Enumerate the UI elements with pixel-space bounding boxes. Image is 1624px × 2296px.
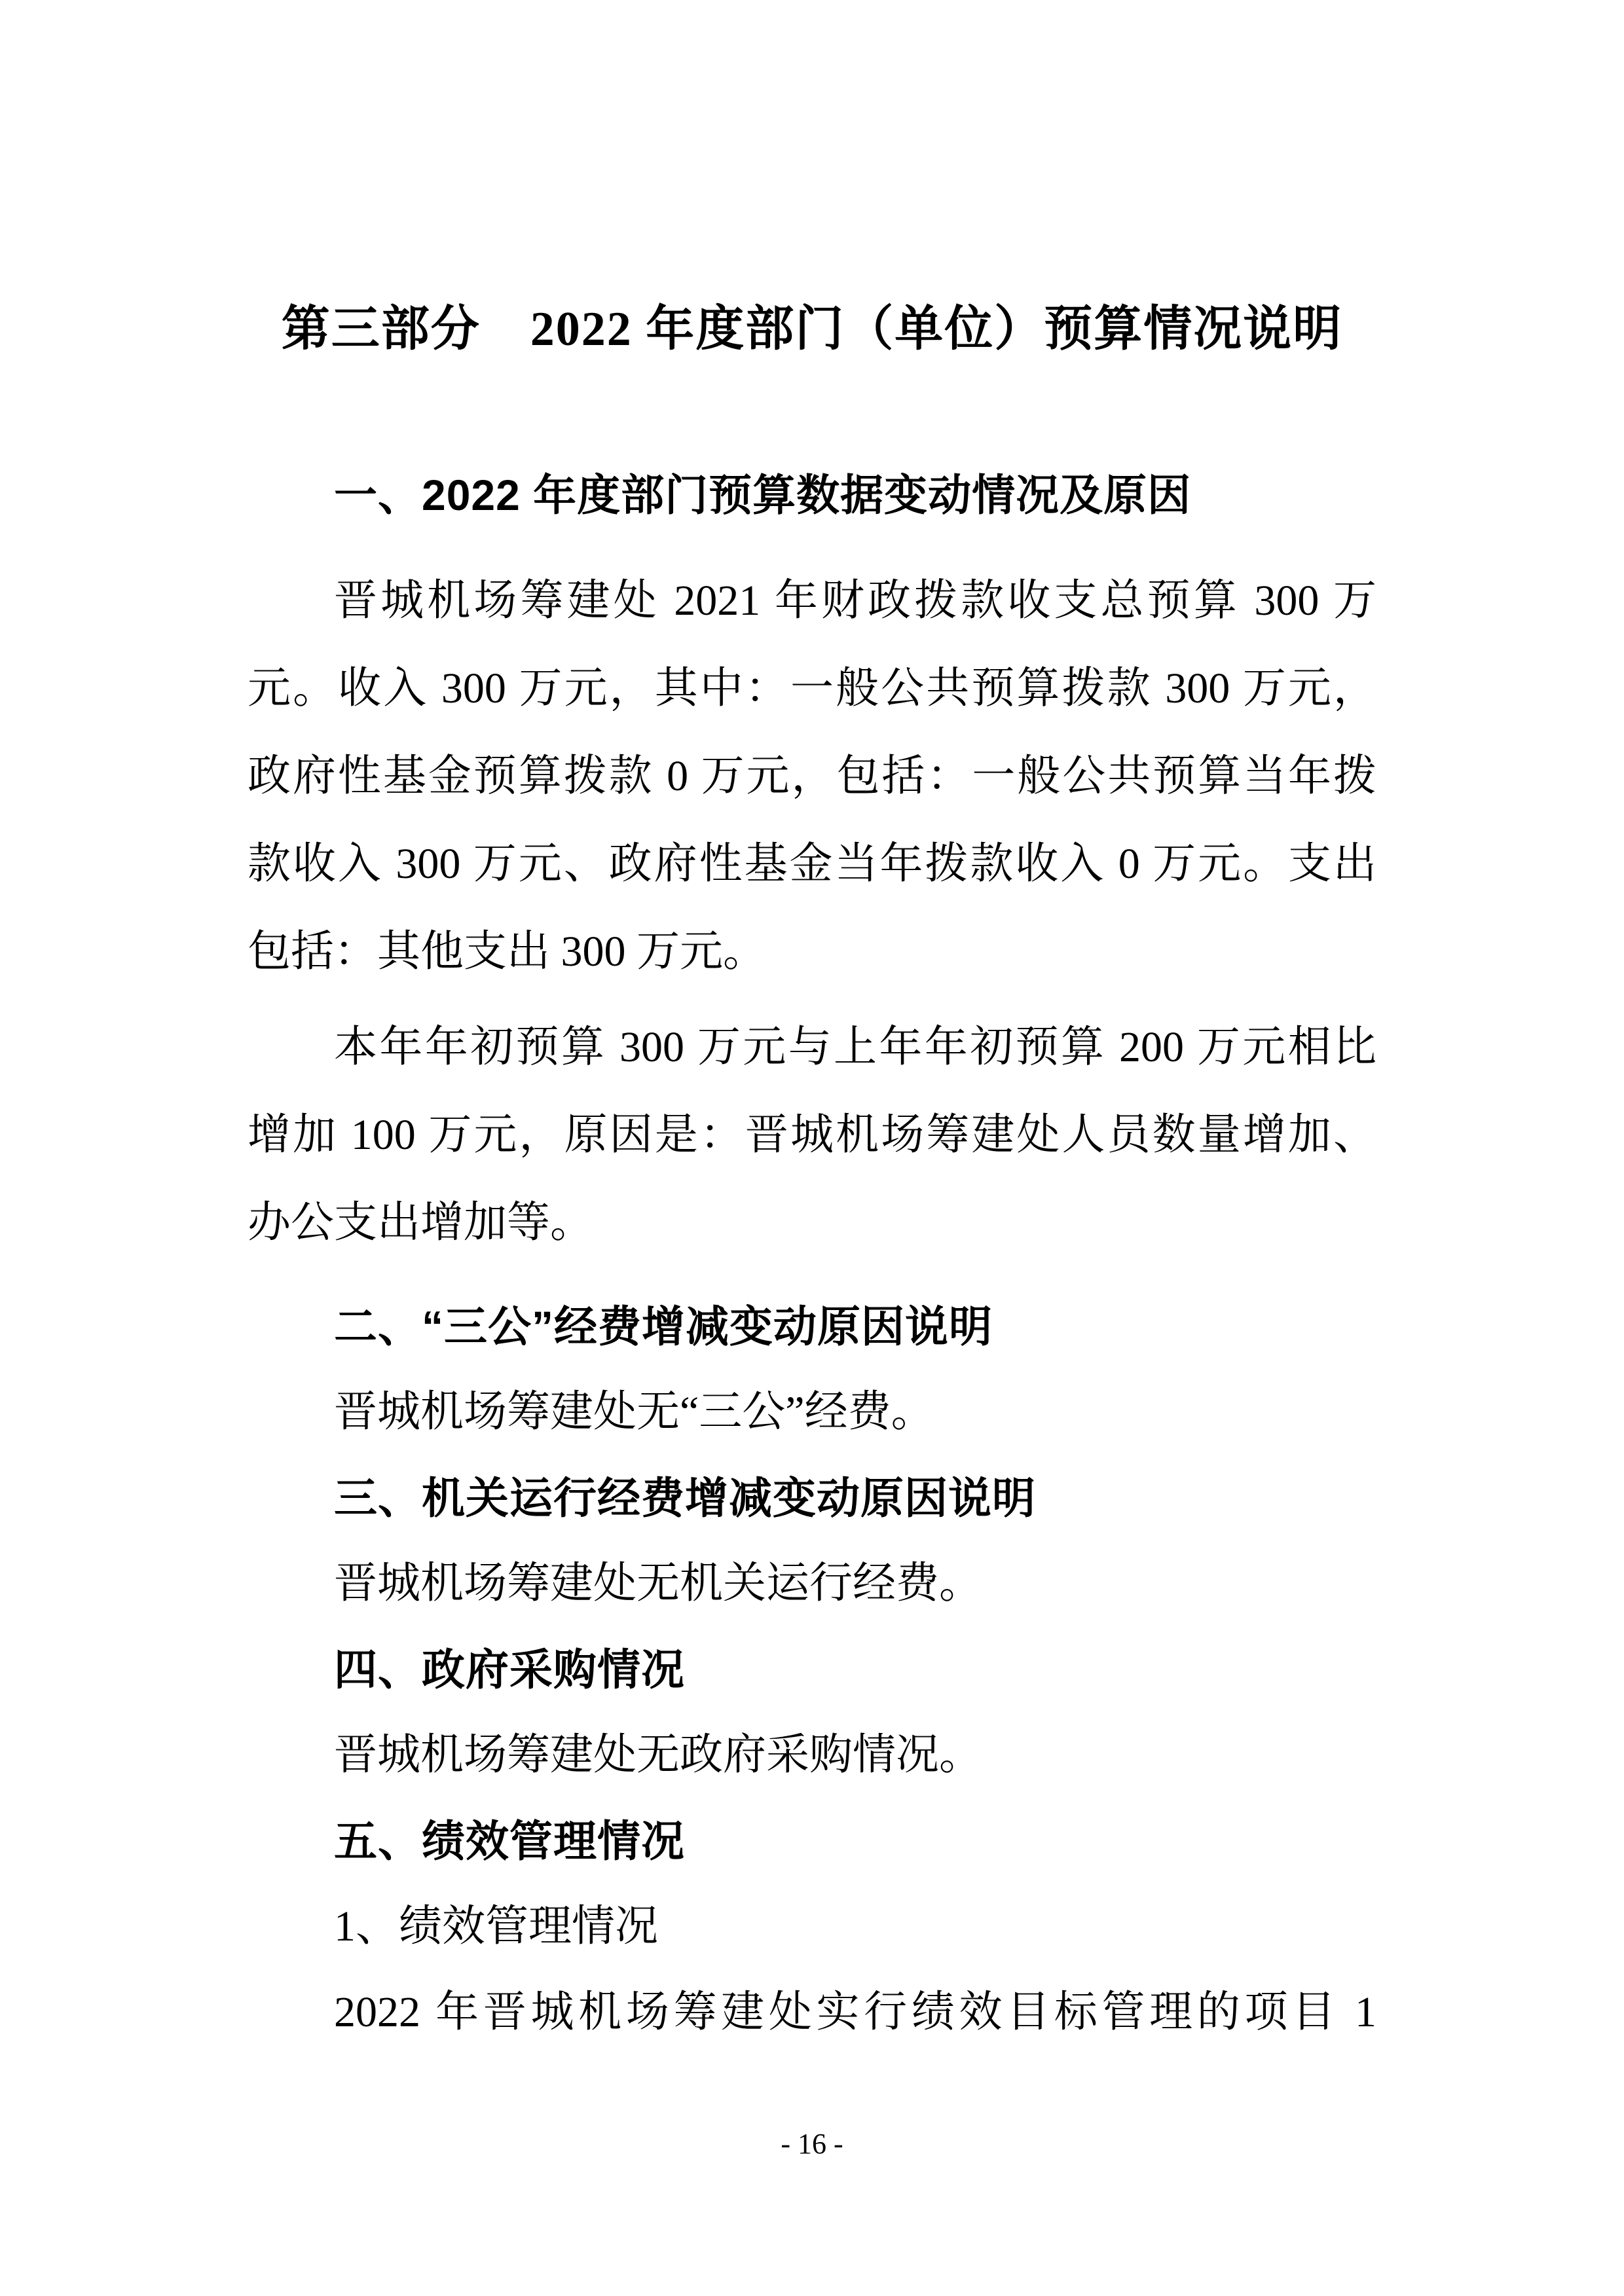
section-heading: 四、政府采购情况 xyxy=(334,1645,685,1694)
text-line: 包括：其他支出 300 万元。 xyxy=(248,928,766,975)
section-heading: 五、绩效管理情况 xyxy=(334,1817,685,1865)
text-line: 元。收入 300 万元，其中：一般公共预算拨款 300 万元， xyxy=(248,665,1376,712)
page-number: - 16 - xyxy=(781,2128,843,2160)
section-heading: 一、2022 年度部门预算数据变动情况及原因 xyxy=(334,471,1192,519)
text-line: 1、绩效管理情况 xyxy=(334,1903,658,1950)
section-heading: 二、“三公”经费增减变动原因说明 xyxy=(334,1302,993,1351)
text-line: 晋城机场筹建处无政府采购情况。 xyxy=(334,1731,982,1779)
text-line: 晋城机场筹建处无“三公”经费。 xyxy=(334,1388,934,1436)
text-line: 晋城机场筹建处 2021 年财政拨款收支总预算 300 万 xyxy=(334,577,1376,625)
text-line: 政府性基金预算拨款 0 万元，包括：一般公共预算当年拨 xyxy=(248,752,1376,800)
text-line: 2022 年晋城机场筹建处实行绩效目标管理的项目 1 xyxy=(334,1988,1376,2036)
text-line: 晋城机场筹建处无机关运行经费。 xyxy=(334,1559,982,1607)
text-line: 本年年初预算 300 万元与上年年初预算 200 万元相比 xyxy=(334,1023,1376,1071)
text-line: 办公支出增加等。 xyxy=(248,1199,593,1247)
document-title: 第三部分 2022 年度部门（单位）预算情况说明 xyxy=(281,302,1343,356)
text-line: 增加 100 万元，原因是：晋城机场筹建处人员数量增加、 xyxy=(248,1111,1376,1159)
text-line: 款收入 300 万元、政府性基金当年拨款收入 0 万元。支出 xyxy=(248,840,1376,888)
section-heading: 三、机关运行经费增减变动原因说明 xyxy=(334,1474,1036,1522)
